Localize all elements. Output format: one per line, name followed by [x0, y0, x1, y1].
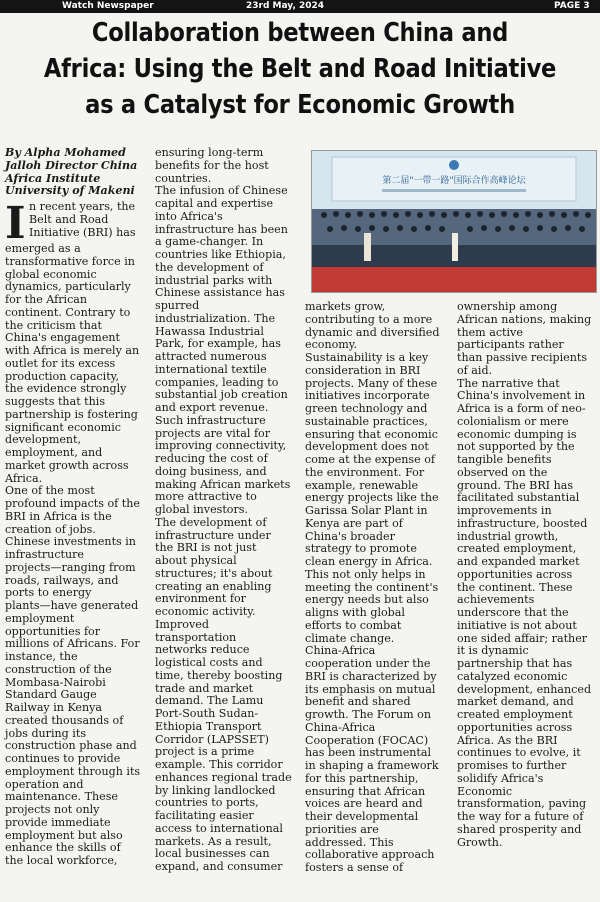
- text-line: continues to provide: [5, 752, 121, 765]
- text-line: The infusion of Chinese: [155, 184, 288, 198]
- text-line: development,: [5, 433, 82, 447]
- red-carpet: [312, 267, 596, 292]
- text-line: partnership that has: [457, 657, 573, 670]
- text-line: Belt and Road: [29, 212, 109, 226]
- text-line: facilitating easier: [155, 809, 254, 822]
- text-line: Africa.: [5, 471, 43, 485]
- text-line: countries to ports,: [155, 796, 259, 810]
- text-line: China's broader: [305, 529, 395, 543]
- masthead-bar: [0, 0, 600, 13]
- byline-line: Jalloh Director China: [5, 158, 138, 172]
- text-line: Economic: [457, 784, 513, 798]
- paper-name: Watch Newspaper: [62, 1, 154, 11]
- group-photo-illustration: [312, 151, 596, 292]
- article-column-1: [5, 146, 153, 867]
- text-line: cooperation under the: [305, 657, 431, 670]
- text-line: the development of: [155, 260, 264, 274]
- text-line: emerged as a: [5, 242, 81, 255]
- text-line: employment, and: [5, 446, 103, 459]
- headline-line: as a Catalyst for Economic Growth: [85, 90, 515, 120]
- text-line: Kenya are part of: [305, 516, 403, 530]
- text-line: aligns with global: [305, 606, 405, 619]
- text-line: than passive recipients: [457, 351, 588, 364]
- text-line: Such infrastructure: [155, 413, 266, 427]
- text-line: infrastructure under: [155, 528, 271, 542]
- text-line: for this partnership,: [305, 771, 419, 785]
- article-column-2: [155, 147, 305, 874]
- text-line: industrialization. The: [155, 311, 276, 325]
- text-line: example, renewable: [305, 478, 419, 492]
- text-line: The development of: [155, 515, 267, 529]
- text-line: millions of Africans. For: [5, 637, 140, 651]
- text-line: BRI is characterized by: [305, 669, 437, 683]
- text-line: Africa is a form of neo-: [457, 402, 586, 415]
- text-line: The narrative that: [457, 376, 560, 390]
- text-line: industrial parks with: [155, 273, 273, 287]
- text-line: tangible benefits: [457, 453, 552, 466]
- text-line: Hawassa Industrial: [155, 324, 264, 338]
- text-line: enhances regional trade: [155, 770, 292, 784]
- text-line: access to international: [155, 821, 283, 835]
- text-line: energy needs but also: [305, 593, 429, 607]
- text-line: capital and expertise: [155, 197, 274, 210]
- text-line: growth. The Forum on: [305, 708, 431, 721]
- text-line: Railway in Kenya: [5, 701, 103, 714]
- text-line: development does not: [305, 440, 429, 454]
- text-line: One of the most: [5, 484, 95, 498]
- column-1-body: [5, 242, 153, 867]
- text-line: maintenance. These: [5, 790, 118, 804]
- headline: [39, 17, 561, 125]
- text-line: China's involvement in: [457, 389, 586, 403]
- text-line: it is dynamic: [457, 644, 529, 658]
- text-line: achievements: [457, 593, 535, 607]
- text-line: market demand, and: [457, 695, 574, 709]
- text-line: economic activity.: [155, 605, 256, 618]
- text-line: created thousands of: [5, 713, 124, 727]
- headline-line: Africa: Using the Belt and Road Initiative: [43, 54, 557, 84]
- text-line: the environment. For: [305, 465, 425, 479]
- text-line: Mombasa-Nairobi: [5, 675, 106, 689]
- text-line: strategy to promote: [305, 542, 417, 556]
- text-line: dynamic and diversified: [305, 325, 440, 339]
- text-line: China-Africa: [305, 720, 376, 734]
- text-line: continent. Contrary to: [5, 305, 131, 319]
- text-line: promises to further: [457, 759, 567, 772]
- text-line: local businesses can: [155, 847, 270, 861]
- text-line: projects. Many of these: [305, 376, 438, 390]
- text-line: operation and: [5, 777, 84, 791]
- text-line: plants—have generated: [5, 599, 139, 612]
- text-line: improvements in: [457, 504, 552, 517]
- text-line: projects are vital for: [155, 426, 271, 440]
- text-line: infrastructure: [5, 548, 84, 561]
- drop-cap: I: [5, 198, 26, 249]
- text-line: structures; it's about: [155, 566, 273, 580]
- text-line: transformation, paving: [457, 797, 587, 811]
- text-line: trade and market: [155, 681, 254, 695]
- text-line: ownership among: [457, 300, 558, 313]
- text-line: the continent. These: [457, 580, 573, 594]
- text-line: them active: [457, 325, 523, 339]
- article-column-3: [305, 301, 455, 875]
- photo-banner-text: 第二届"一带一路"国际合作高峰论坛: [382, 176, 526, 186]
- text-line: in shaping a framework: [305, 759, 439, 772]
- article-column-4: [457, 301, 598, 849]
- text-line: provide immediate: [5, 815, 111, 829]
- text-line: projects not only: [5, 803, 100, 816]
- text-line: markets grow,: [305, 300, 386, 313]
- text-line: sustainable practices,: [305, 414, 428, 428]
- text-line: participants rather: [457, 338, 564, 352]
- text-line: Initiative (BRI) has: [29, 225, 136, 239]
- text-line: environment for: [155, 592, 246, 606]
- text-line: Cooperation (FOCAC): [305, 733, 429, 747]
- text-line: contributing to a more: [305, 312, 433, 326]
- text-line: priorities are: [305, 822, 379, 836]
- text-line: efforts to combat: [305, 618, 402, 632]
- text-line: transformative force in: [5, 254, 135, 268]
- text-line: ensuring that African: [305, 784, 426, 798]
- text-line: by linking landlocked: [155, 783, 276, 797]
- text-line: employment through its: [5, 764, 141, 778]
- byline-line: By Alpha Mohamed: [5, 146, 126, 159]
- text-line: underscore that the: [457, 606, 569, 619]
- text-line: countries like Ethiopia,: [155, 248, 286, 261]
- text-line: instance, the: [5, 650, 78, 663]
- text-line: creating an enabling: [155, 579, 272, 593]
- text-line: Growth.: [457, 835, 503, 849]
- text-line: transportation: [155, 630, 237, 644]
- text-line: its emphasis on mutual: [305, 682, 436, 696]
- text-line: China's engagement: [5, 331, 120, 345]
- text-line: spurred: [155, 299, 200, 312]
- text-line: China-Africa: [305, 644, 376, 658]
- text-line: and export revenue.: [155, 401, 269, 414]
- text-line: the evidence strongly: [5, 382, 127, 396]
- text-line: Corridor (LAPSSET): [155, 732, 269, 746]
- text-line: BRI in Africa is the: [5, 509, 112, 523]
- text-line: Improved: [155, 617, 209, 631]
- text-line: substantial job creation: [155, 388, 288, 402]
- text-line: the way for a future of: [457, 810, 584, 823]
- text-line: reducing the cost of: [155, 452, 268, 465]
- byline-line: University of Makeni: [5, 184, 135, 198]
- page-number: PAGE 3: [554, 1, 590, 11]
- text-line: market growth across: [5, 458, 129, 472]
- text-line: fosters a sense of: [305, 861, 404, 874]
- text-line: Port-South Sudan-: [155, 707, 259, 720]
- issue-date: 23rd May, 2024: [246, 1, 325, 11]
- text-line: This not only helps in: [305, 567, 426, 581]
- text-line: about physical: [155, 554, 237, 567]
- text-line: markets. As a result,: [155, 834, 272, 848]
- text-line: the BRI is not just: [155, 541, 257, 555]
- text-line: observed on the: [457, 465, 548, 479]
- byline-line: Africa Institute: [5, 171, 101, 185]
- text-line: logistical costs and: [155, 656, 263, 669]
- text-line: Chinese assistance has: [155, 286, 285, 300]
- text-line: ensuring that economic: [305, 427, 438, 441]
- text-line: climate change.: [305, 631, 395, 645]
- text-line: opportunities across: [457, 567, 573, 581]
- text-line: ground. The BRI has: [457, 478, 574, 492]
- text-line: of aid.: [457, 363, 493, 377]
- text-line: more attractive to: [155, 490, 257, 504]
- text-line: construction of the: [5, 662, 112, 676]
- text-line: Garissa Solar Plant in: [305, 504, 428, 517]
- text-line: African nations, making: [457, 312, 592, 326]
- text-line: ensuring long-term: [155, 146, 264, 159]
- text-line: energy projects like the: [305, 491, 439, 505]
- text-line: creation of jobs.: [5, 522, 96, 536]
- text-line: Ethiopia Transport: [155, 719, 262, 733]
- forum-logo-icon: [449, 160, 459, 170]
- text-line: solidify Africa's: [457, 771, 544, 785]
- text-line: one sided affair; rather: [457, 631, 588, 645]
- text-line: consideration in BRI: [305, 363, 421, 377]
- text-line: expand, and consumer: [155, 860, 283, 873]
- text-line: networks reduce: [155, 643, 250, 657]
- text-line: Park, for example, has: [155, 337, 281, 351]
- text-line: Africa. As the BRI: [457, 733, 558, 747]
- text-line: catalyzed economic: [457, 669, 568, 683]
- text-line: attracted numerous: [155, 350, 267, 363]
- text-line: construction phase and: [5, 739, 137, 753]
- text-line: continues to evolve, it: [457, 746, 581, 760]
- text-line: into Africa's: [155, 209, 223, 223]
- text-line: employment but also: [5, 828, 123, 842]
- text-line: addressed. This: [305, 835, 394, 849]
- text-line: a game-changer. In: [155, 235, 264, 249]
- text-line: with Africa is merely an: [5, 344, 140, 357]
- text-line: the local workforce,: [5, 854, 118, 867]
- text-line: Standard Gauge: [5, 688, 97, 702]
- text-line: industrial growth,: [457, 529, 559, 543]
- text-line: significant economic: [5, 420, 121, 434]
- text-line: initiative is not about: [457, 618, 577, 632]
- text-line: infrastructure has been: [155, 222, 288, 236]
- text-line: colonialism or mere: [457, 414, 569, 428]
- text-line: doing business, and: [155, 464, 267, 478]
- text-line: created employment,: [457, 542, 577, 556]
- text-line: making African markets: [155, 477, 291, 491]
- text-line: international textile: [155, 362, 267, 376]
- text-line: outlet for its excess: [5, 356, 116, 370]
- text-line: Chinese investments in: [5, 535, 136, 549]
- text-line: voices are heard and: [305, 797, 423, 811]
- text-line: profound impacts of the: [5, 497, 140, 510]
- text-line: global investors.: [155, 503, 248, 516]
- text-line: Sustainability is a key: [305, 351, 429, 364]
- text-line: not supported by the: [457, 440, 575, 454]
- text-line: countries.: [155, 171, 212, 185]
- text-line: roads, railways, and: [5, 573, 119, 587]
- text-line: development, enhanced: [457, 682, 592, 696]
- text-line: n recent years, the: [29, 200, 136, 213]
- text-line: example. This corridor: [155, 758, 283, 771]
- text-line: economy.: [305, 338, 358, 352]
- forum-group-photo: [311, 150, 597, 293]
- text-line: opportunities for: [5, 624, 101, 638]
- text-line: project is a prime: [155, 745, 255, 759]
- text-line: employment: [5, 611, 75, 625]
- text-line: infrastructure, boosted: [457, 516, 588, 530]
- text-line: meeting the continent's: [305, 580, 439, 594]
- text-line: their developmental: [305, 810, 419, 823]
- text-line: green technology and: [305, 402, 428, 415]
- text-line: improving connectivity,: [155, 439, 287, 453]
- text-line: opportunities across: [457, 720, 573, 734]
- text-line: benefit and shared: [305, 695, 411, 709]
- headline-line: Collaboration between China and: [91, 18, 509, 48]
- text-line: and expanded market: [457, 555, 580, 568]
- text-line: economic dumping is: [457, 427, 577, 441]
- text-line: shared prosperity and: [457, 822, 582, 836]
- text-line: come at the expense of: [305, 453, 435, 466]
- text-line: ports to energy: [5, 586, 92, 600]
- text-line: initiatives incorporate: [305, 389, 430, 403]
- text-line: companies, leading to: [155, 375, 279, 389]
- text-line: clean energy in Africa.: [305, 555, 433, 568]
- text-line: enhance the skills of: [5, 841, 121, 855]
- text-line: benefits for the host: [155, 158, 269, 172]
- text-line: time, thereby boosting: [155, 668, 283, 682]
- text-line: dynamics, particularly: [5, 280, 131, 294]
- text-line: jobs during its: [5, 726, 87, 740]
- text-line: facilitated substantial: [457, 491, 580, 505]
- text-line: created employment: [457, 708, 573, 721]
- text-line: for the African: [5, 293, 88, 306]
- text-line: production capacity,: [5, 369, 119, 383]
- text-line: global economic: [5, 267, 97, 281]
- text-line: collaborative approach: [305, 848, 435, 862]
- text-line: has been instrumental: [305, 746, 432, 760]
- text-line: suggests that this: [5, 395, 106, 408]
- text-line: partnership is fostering: [5, 407, 138, 421]
- text-line: demand. The Lamu: [155, 694, 264, 708]
- text-line: the criticism that: [5, 318, 102, 332]
- text-line: projects—ranging from: [5, 560, 136, 574]
